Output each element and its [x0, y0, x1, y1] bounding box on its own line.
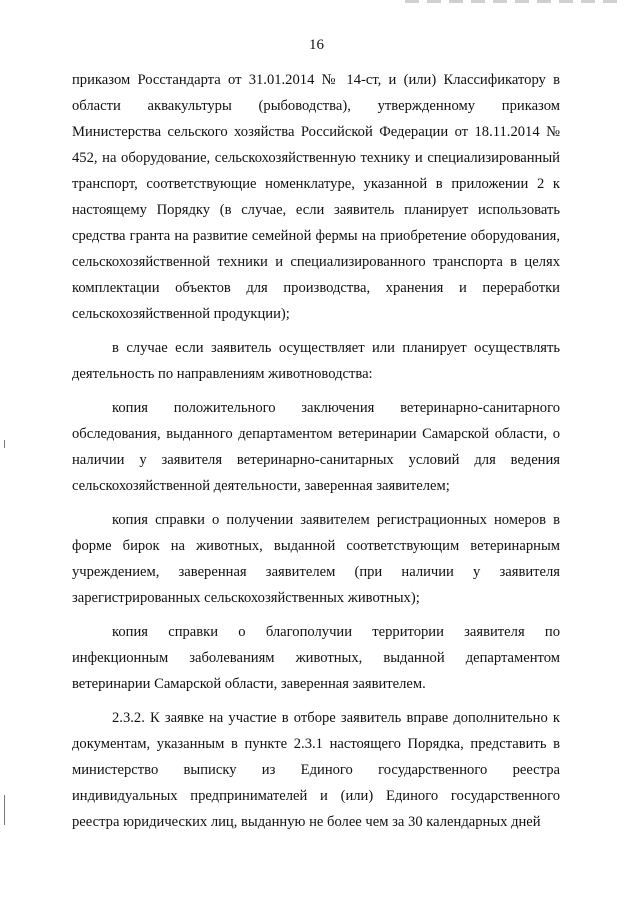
paragraph-livestock-condition: в случае если заявитель осуществляет или планирует осуществлять деятельность по направлениям животноводства: — [72, 340, 560, 382]
paragraph-vet-sanitary-conclusion: копия положительного заключения ветеринарно-санитарного обследования, выданного департаментом ветеринарии Самарской области, о наличии у заявителя ветеринарно-санитарных условий для ведения сельскохозяйственной деятельности, заверенная заявителем; — [72, 400, 560, 494]
paragraph-registration-tags: копия справки о получении заявителем регистрационных номеров в форме бирок на животных, выданной соответствующим ветеринарным учреждением, заверенная заявителем (при наличии у заявителя зарегистрированных сельскохозяйственных животных); — [72, 512, 560, 606]
paragraph-territory-wellbeing: копия справки о благополучии территории заявителя по инфекционным заболеваниям животных, выданной департаментом ветеринарии Самарской области, заверенная заявителем. — [72, 624, 560, 692]
page-number: 16 — [309, 37, 324, 53]
paragraph-2-3-2: 2.3.2. К заявке на участие в отборе заявитель вправе дополнительно к документам, указанным в пункте 2.3.1 настоящего Порядка, представить в министерство выписку из Единого государственного реестра индивидуальных предпринимателей и (или) Единого государственного реестра юридических лиц, выданную не более чем за 30 календарных дней — [72, 710, 560, 830]
scan-margin-mark — [4, 440, 5, 448]
scan-margin-mark — [4, 795, 5, 825]
document-body — [72, 67, 560, 835]
scan-edge-artifact — [405, 0, 625, 3]
paragraph-continuation: приказом Росстандарта от 31.01.2014 № 14-ст, и (или) Классификатору в области аквакультуры (рыбоводства), утвержденному приказом Министерства сельского хозяйства Российской Федерации от 18.11.2014 № 452, на оборудование, сельскохозяйственную технику и специализированный транспорт, соответствующие номенклатуре, указанной в приложении 2 к настоящему Порядку (в случае, если заявитель планирует использовать средства гранта на развитие семейной фермы на приобретение оборудования, сельскохозяйственной техники и специализированного транспорта в целях комплектации объектов для производства, хранения и переработки сельскохозяйственной продукции); — [72, 72, 560, 322]
